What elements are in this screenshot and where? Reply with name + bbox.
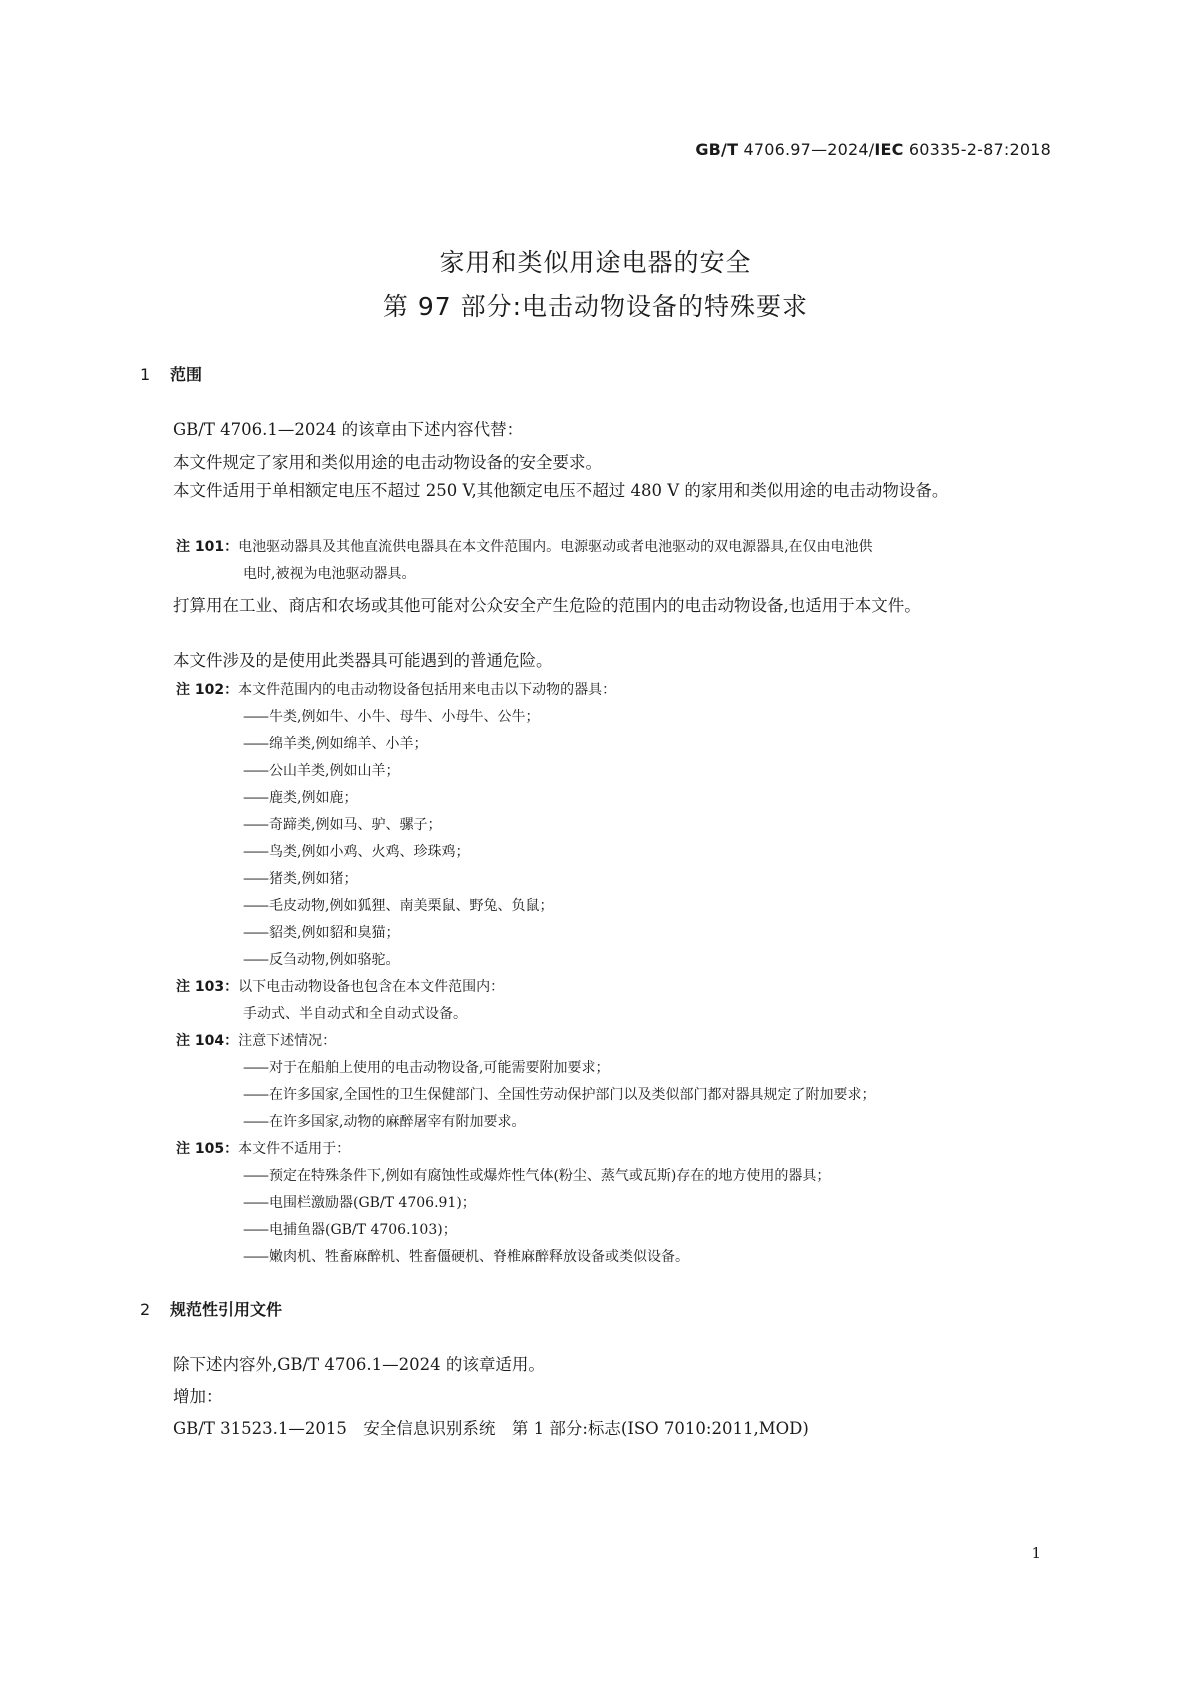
note-text: 注意下述情况： [238,1033,337,1049]
section-2-para-1: 除下述内容外,GB/T 4706.1—2024 的该章适用。 [173,1355,545,1374]
section-1-para-5: 本文件涉及的是使用此类器具可能遇到的普通危险。 [173,651,553,670]
note-text: 本文件不适用于： [238,1141,351,1157]
page-number: 1 [1031,1544,1041,1562]
list-item: —— 牛类,例如牛、小牛、母牛、小母牛、公牛； [243,704,539,731]
section-2-heading [140,1297,282,1320]
section-2-para-2: 增加： [173,1387,223,1406]
section-number: 1 [140,365,151,384]
note-text: 电池驱动器具及其他直流供电器具在本文件范围内。电源驱动或者电池驱动的双电源器具,在仅由电池供 [238,539,873,555]
section-1-para-3: 本文件适用于单相额定电压不超过 250 V,其他额定电压不超过 480 V 的家用和类似用途的电击动物设备。 [173,481,949,500]
note-label: 注 105： [176,1141,239,1157]
list-item: —— 绵羊类,例如绵羊、小羊； [243,731,427,758]
list-item: —— 貂类,例如貂和臭猫； [243,920,399,947]
list-item: —— 对于在船舶上使用的电击动物设备,可能需要附加要求； [243,1055,609,1082]
section-1-heading [140,362,202,385]
list-item: —— 奇蹄类,例如马、驴、骡子； [243,812,441,839]
list-item: —— 鹿类,例如鹿； [243,785,357,812]
note-103 [176,974,504,1001]
note-label: 注 104： [176,1033,239,1049]
list-item: —— 公山羊类,例如山羊； [243,758,399,785]
section-title: 范围 [170,365,203,384]
note-label: 注 103： [176,979,239,995]
normative-reference: GB/T 31523.1—2015 安全信息识别系统 第 1 部分:标志(ISO 7010:2011,MOD) [173,1419,809,1438]
list-item: —— 电围栏激励器(GB/T 4706.91)； [243,1190,476,1217]
std-number: 4706.97—2024/ [743,140,875,159]
list-item: —— 毛皮动物,例如狐狸、南美栗鼠、野兔、负鼠； [243,893,553,920]
document-title-line2: 第 97 部分:电击动物设备的特殊要求 [382,292,809,321]
list-item: —— 电捕鱼器(GB/T 4706.103)； [243,1217,457,1244]
note-text: 以下电击动物设备也包含在本文件范围内： [238,979,505,995]
list-item: —— 在许多国家,动物的麻醉屠宰有附加要求。 [243,1109,525,1136]
iec-number: 60335-2-87:2018 [908,140,1051,159]
note-text: 本文件范围内的电击动物设备包括用来电击以下动物的器具： [238,682,617,698]
note-label: 注 101： [176,539,239,555]
section-number: 2 [140,1300,151,1319]
note-104 [176,1028,336,1055]
list-item: —— 在许多国家,全国性的卫生保健部门、全国性劳动保护部门以及类似部门都对器具规定了附加要求； [243,1082,875,1109]
note-102 [176,677,616,704]
iec-prefix: IEC [874,140,904,159]
list-item: —— 反刍动物,例如骆驼。 [243,947,399,974]
note-label: 注 102： [176,682,239,698]
section-1-para-2: 本文件规定了家用和类似用途的电击动物设备的安全要求。 [173,453,602,472]
list-item: —— 预定在特殊条件下,例如有腐蚀性或爆炸性气体(粉尘、蒸气或瓦斯)存在的地方使用的器具； [243,1163,830,1190]
note-101-continued: 电时,被视为电池驱动器具。 [243,566,416,582]
std-prefix: GB/T [695,140,739,159]
standard-code [695,140,1051,159]
section-title: 规范性引用文件 [170,1300,283,1319]
list-item: —— 嫩肉机、牲畜麻醉机、牲畜僵硬机、脊椎麻醉释放设备或类似设备。 [243,1244,689,1271]
section-1-para-1: GB/T 4706.1—2024 的该章由下述内容代替： [173,420,524,439]
list-item: —— 鸟类,例如小鸡、火鸡、珍珠鸡； [243,839,469,866]
note-105 [176,1136,350,1163]
note-101 [176,534,873,561]
note-103-continued: 手动式、半自动式和全自动式设备。 [243,1006,467,1022]
section-1-para-4: 打算用在工业、商店和农场或其他可能对公众安全产生危险的范围内的电击动物设备,也适用于本文件。 [173,596,921,615]
document-title-line1: 家用和类似用途电器的安全 [439,248,752,277]
list-item: —— 猪类,例如猪； [243,866,357,893]
